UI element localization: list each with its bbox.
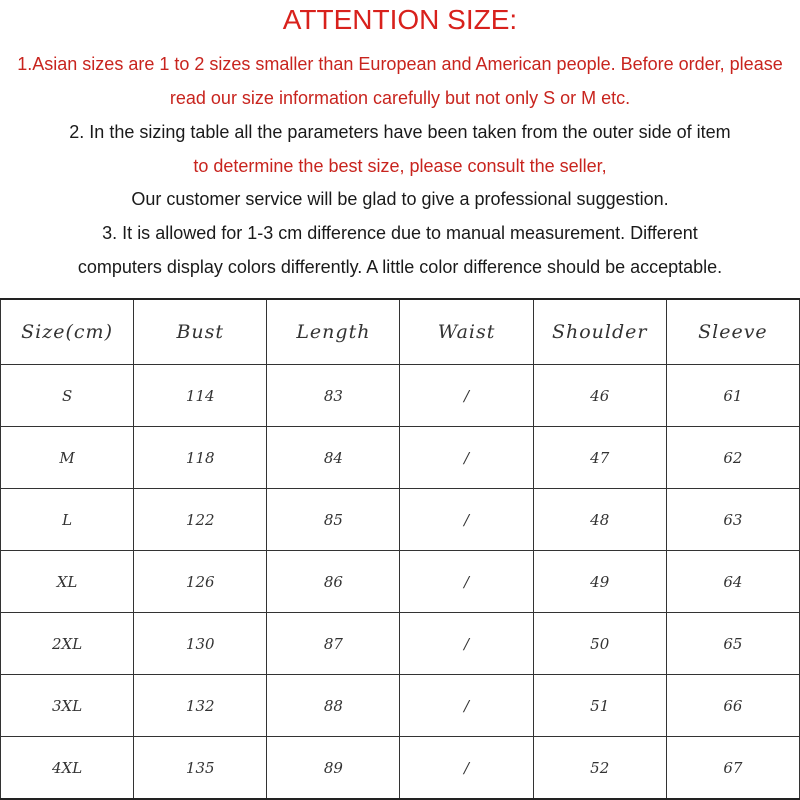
notice-line-5: Our customer service will be glad to give a professional suggestion. xyxy=(131,189,669,209)
cell-size: 3XL xyxy=(1,675,134,737)
cell-waist: / xyxy=(400,427,533,489)
cell-sleeve: 62 xyxy=(666,427,799,489)
cell-sleeve: 61 xyxy=(666,365,799,427)
cell-bust: 135 xyxy=(134,737,267,800)
cell-bust: 126 xyxy=(134,551,267,613)
header-waist: Waist xyxy=(400,299,533,365)
cell-sleeve: 65 xyxy=(666,613,799,675)
header-sleeve: Sleeve xyxy=(666,299,799,365)
cell-size: XL xyxy=(1,551,134,613)
notice-line-2: read our size information carefully but not only S or M etc. xyxy=(169,88,631,108)
cell-shoulder: 51 xyxy=(533,675,666,737)
cell-sleeve: 66 xyxy=(666,675,799,737)
cell-sleeve: 63 xyxy=(666,489,799,551)
attention-title: ATTENTION SIZE: xyxy=(282,4,518,35)
cell-bust: 118 xyxy=(134,427,267,489)
cell-bust: 130 xyxy=(134,613,267,675)
table-row xyxy=(1,489,800,551)
cell-waist: / xyxy=(400,613,533,675)
table-row xyxy=(1,613,800,675)
cell-length: 89 xyxy=(267,737,400,800)
cell-shoulder: 48 xyxy=(533,489,666,551)
cell-waist: / xyxy=(400,365,533,427)
header-size: Size(cm) xyxy=(1,299,134,365)
table-row xyxy=(1,365,800,427)
cell-waist: / xyxy=(400,737,533,800)
cell-length: 86 xyxy=(267,551,400,613)
cell-shoulder: 46 xyxy=(533,365,666,427)
header-shoulder: Shoulder xyxy=(533,299,666,365)
cell-sleeve: 64 xyxy=(666,551,799,613)
cell-length: 87 xyxy=(267,613,400,675)
cell-waist: / xyxy=(400,551,533,613)
cell-size: 2XL xyxy=(1,613,134,675)
table-row xyxy=(1,675,800,737)
notice-line-1: 1.Asian sizes are 1 to 2 sizes smaller than European and American people. Before order, please xyxy=(17,54,783,74)
table-row xyxy=(1,737,800,800)
notice-line-4: to determine the best size, please consult the seller, xyxy=(193,156,607,176)
table-header-row xyxy=(1,299,800,365)
notice-line-3: 2. In the sizing table all the parameters have been taken from the outer side of item xyxy=(69,122,731,142)
cell-waist: / xyxy=(400,675,533,737)
header-bust: Bust xyxy=(134,299,267,365)
cell-size: L xyxy=(1,489,134,551)
cell-shoulder: 50 xyxy=(533,613,666,675)
notice-line-6: 3. It is allowed for 1-3 cm difference due to manual measurement. Different xyxy=(102,223,698,243)
table-row xyxy=(1,551,800,613)
cell-size: S xyxy=(1,365,134,427)
cell-sleeve: 67 xyxy=(666,737,799,800)
cell-shoulder: 47 xyxy=(533,427,666,489)
cell-bust: 122 xyxy=(134,489,267,551)
cell-length: 84 xyxy=(267,427,400,489)
cell-length: 88 xyxy=(267,675,400,737)
notice-line-7: computers display colors differently. A little color difference should be acceptable. xyxy=(77,257,723,277)
cell-size: M xyxy=(1,427,134,489)
header-length: Length xyxy=(267,299,400,365)
cell-size: 4XL xyxy=(1,737,134,800)
size-notice xyxy=(0,0,800,290)
cell-waist: / xyxy=(400,489,533,551)
cell-shoulder: 49 xyxy=(533,551,666,613)
cell-shoulder: 52 xyxy=(533,737,666,800)
cell-bust: 114 xyxy=(134,365,267,427)
table-row xyxy=(1,427,800,489)
cell-length: 85 xyxy=(267,489,400,551)
cell-length: 83 xyxy=(267,365,400,427)
cell-bust: 132 xyxy=(134,675,267,737)
size-table xyxy=(0,298,800,800)
